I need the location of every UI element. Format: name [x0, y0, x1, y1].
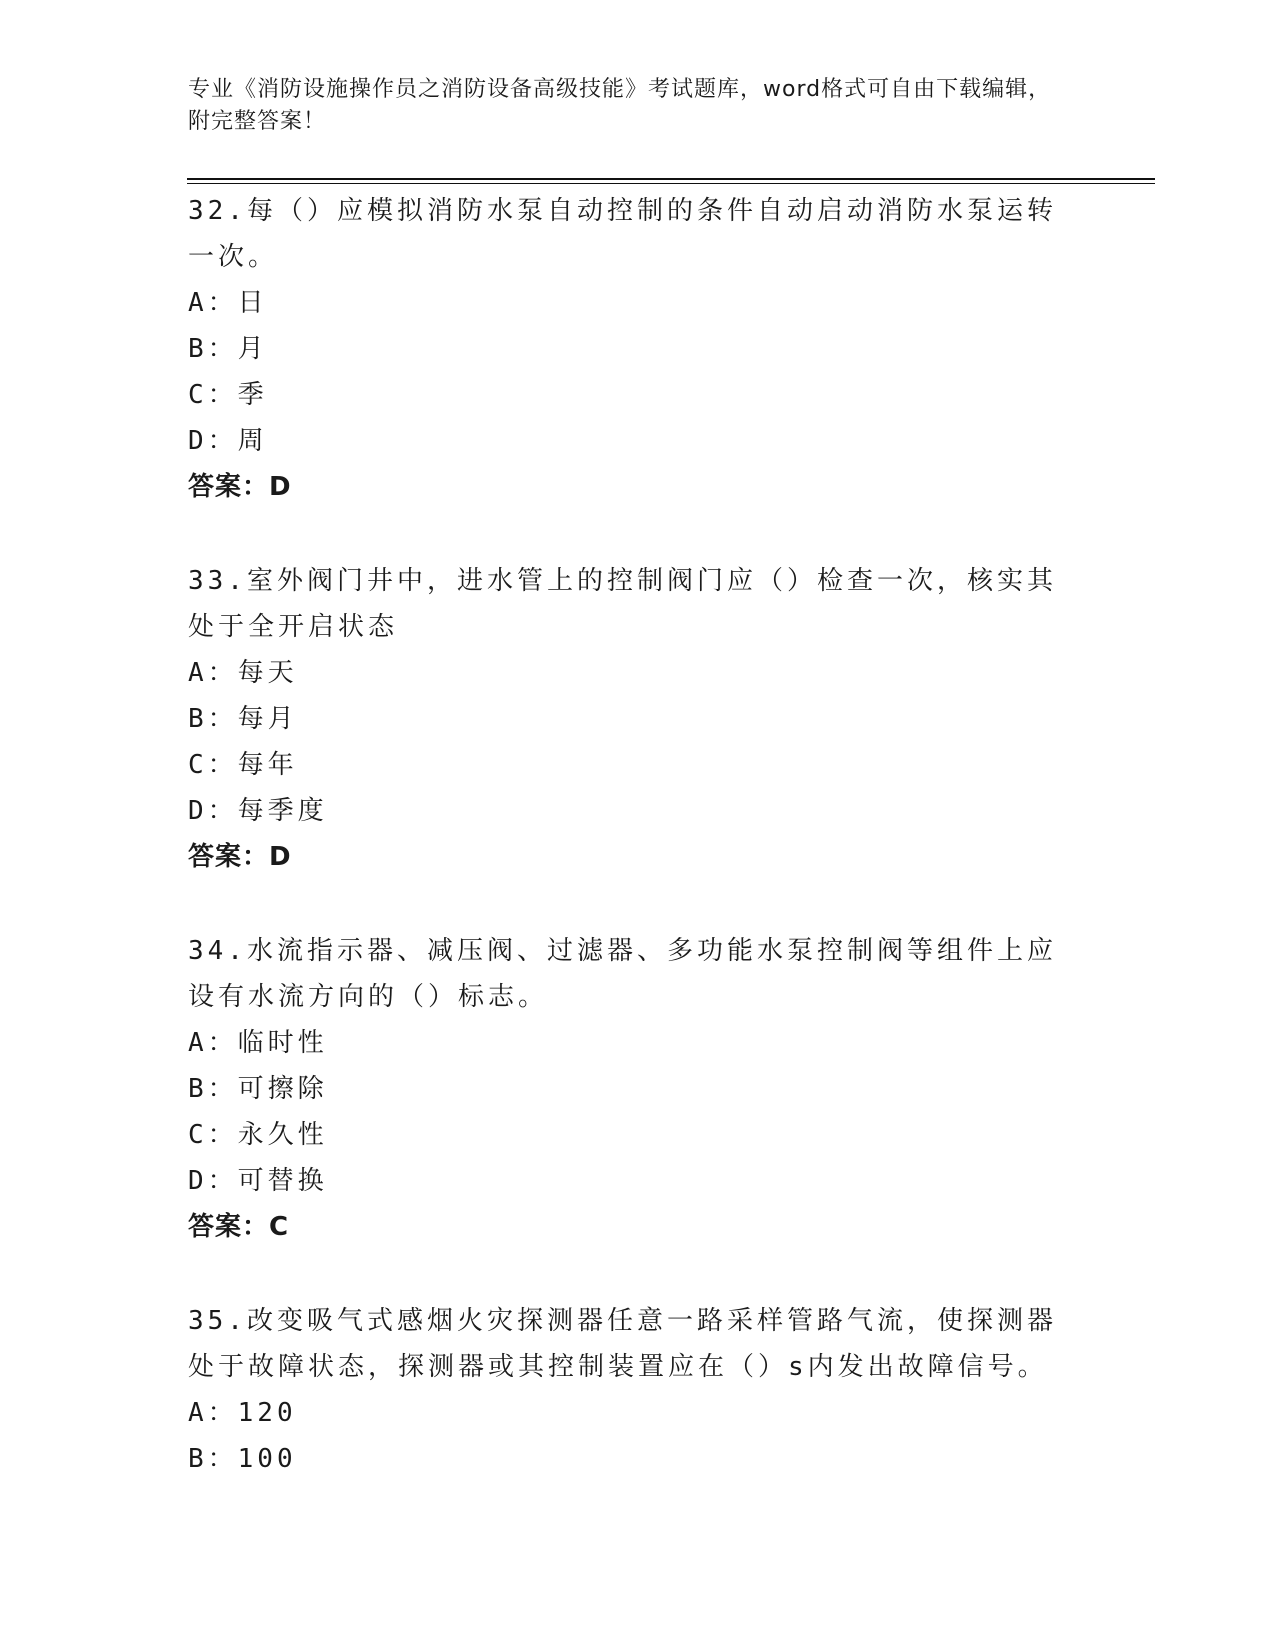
answer-line: 答案：C	[188, 1212, 290, 1242]
question-35	[188, 1298, 1088, 1482]
option-d: D：周	[188, 426, 268, 456]
option-a: A：日	[188, 288, 268, 318]
question-text: 33.室外阀门井中，进水管上的控制阀门应（）检查一次，核实其处于全开启状态	[188, 566, 1057, 642]
question-text: 32.每（）应模拟消防水泵自动控制的条件自动启动消防水泵运转一次。	[188, 196, 1057, 272]
question-text: 34.水流指示器、减压阀、过滤器、多功能水泵控制阀等组件上应设有水流方向的（）标志。	[188, 936, 1057, 1012]
option-a: A：临时性	[188, 1028, 328, 1058]
question-list	[188, 188, 1088, 1482]
question-spacer	[188, 880, 1088, 928]
question-spacer	[188, 1250, 1088, 1298]
option-a: A：120	[188, 1398, 297, 1428]
option-c: C：每年	[188, 750, 298, 780]
option-b: B：100	[188, 1444, 297, 1474]
option-b: B：月	[188, 334, 268, 364]
answer-line: 答案：D	[188, 842, 292, 872]
option-d: D：可替换	[188, 1166, 328, 1196]
option-d: D：每季度	[188, 796, 328, 826]
header-divider-thin	[187, 183, 1155, 184]
option-c: C：永久性	[188, 1120, 328, 1150]
option-c: C：季	[188, 380, 268, 410]
option-b: B：可擦除	[188, 1074, 328, 1104]
option-a: A：每天	[188, 658, 298, 688]
question-33	[188, 558, 1088, 880]
question-32	[188, 188, 1088, 510]
question-spacer	[188, 510, 1088, 558]
option-b: B：每月	[188, 704, 298, 734]
document-header-description: 专业《消防设施操作员之消防设备高级技能》考试题库，word格式可自由下载编辑，附完整答案！	[188, 77, 1052, 134]
question-34	[188, 928, 1088, 1250]
answer-line: 答案：D	[188, 472, 292, 502]
question-text: 35.改变吸气式感烟火灾探测器任意一路采样管路气流，使探测器处于故障状态，探测器或其控制装置应在（）s内发出故障信号。	[188, 1306, 1057, 1382]
header-divider-thick	[187, 178, 1155, 180]
